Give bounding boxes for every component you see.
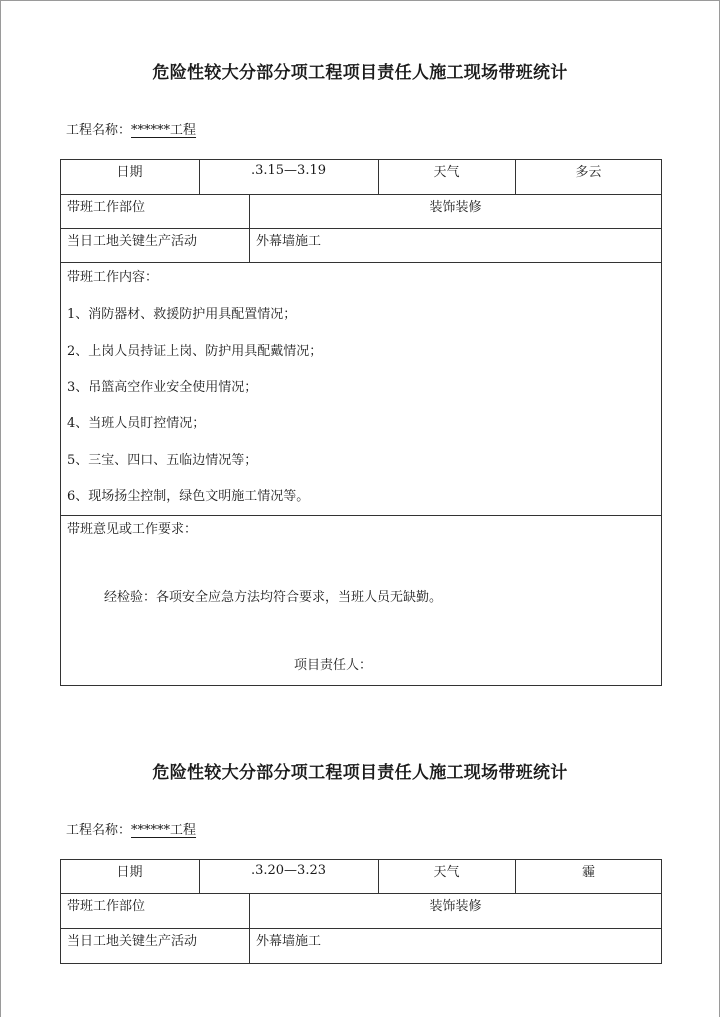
page-title: 危险性较大分部分项工程项目责任人施工现场带班统计 xyxy=(152,63,568,83)
opinion-heading: 带班意见或工作要求： xyxy=(67,522,198,537)
list-item: 5、三宝、四口、五临边情况等； xyxy=(67,453,258,468)
weather-value: 多云 xyxy=(575,164,602,180)
list-item: 6、现场扬尘控制，绿色文明施工情况等。 xyxy=(67,489,310,504)
responsible-person-label: 项目责任人： xyxy=(294,658,373,673)
date-label: 日期 xyxy=(116,864,143,880)
list-item: 1、消防器材、救援防护用具配置情况； xyxy=(67,307,297,322)
weather-label: 天气 xyxy=(433,864,460,880)
date-value: .3.20—3.23 xyxy=(250,862,327,878)
list-item: 3、吊篮高空作业安全使用情况； xyxy=(67,380,258,395)
list-item: 4、当班人员盯控情况； xyxy=(67,416,206,431)
date-label: 日期 xyxy=(116,164,143,180)
key-activity-value: 外幕墙施工 xyxy=(256,933,322,949)
work-location-label: 带班工作部位 xyxy=(67,199,146,215)
work-content-heading: 带班工作内容： xyxy=(67,270,159,285)
project-name-label: 工程名称： xyxy=(66,123,132,138)
work-location-value: 装饰装修 xyxy=(429,199,482,215)
list-item: 2、上岗人员持证上岗、防护用具配戴情况； xyxy=(67,344,323,359)
project-name xyxy=(66,119,196,138)
key-activity-label: 当日工地关键生产活动 xyxy=(67,933,198,949)
page-title: 危险性较大分部分项工程项目责任人施工现场带班统计 xyxy=(152,763,568,783)
key-activity-label: 当日工地关键生产活动 xyxy=(67,233,198,249)
key-activity-value: 外幕墙施工 xyxy=(256,233,322,249)
opinion-text: 经检验：各项安全应急方法均符合要求，当班人员无缺勤。 xyxy=(104,590,443,605)
weather-value: 霾 xyxy=(581,864,595,880)
work-location-value: 装饰装修 xyxy=(429,898,482,914)
date-value: .3.15—3.19 xyxy=(250,162,327,178)
project-name-value: ******工程 xyxy=(131,823,197,838)
project-name-value: ******工程 xyxy=(131,123,197,138)
work-location-label: 带班工作部位 xyxy=(67,898,146,914)
weather-label: 天气 xyxy=(433,164,460,180)
project-name-label: 工程名称： xyxy=(66,823,132,838)
project-name xyxy=(66,819,196,838)
